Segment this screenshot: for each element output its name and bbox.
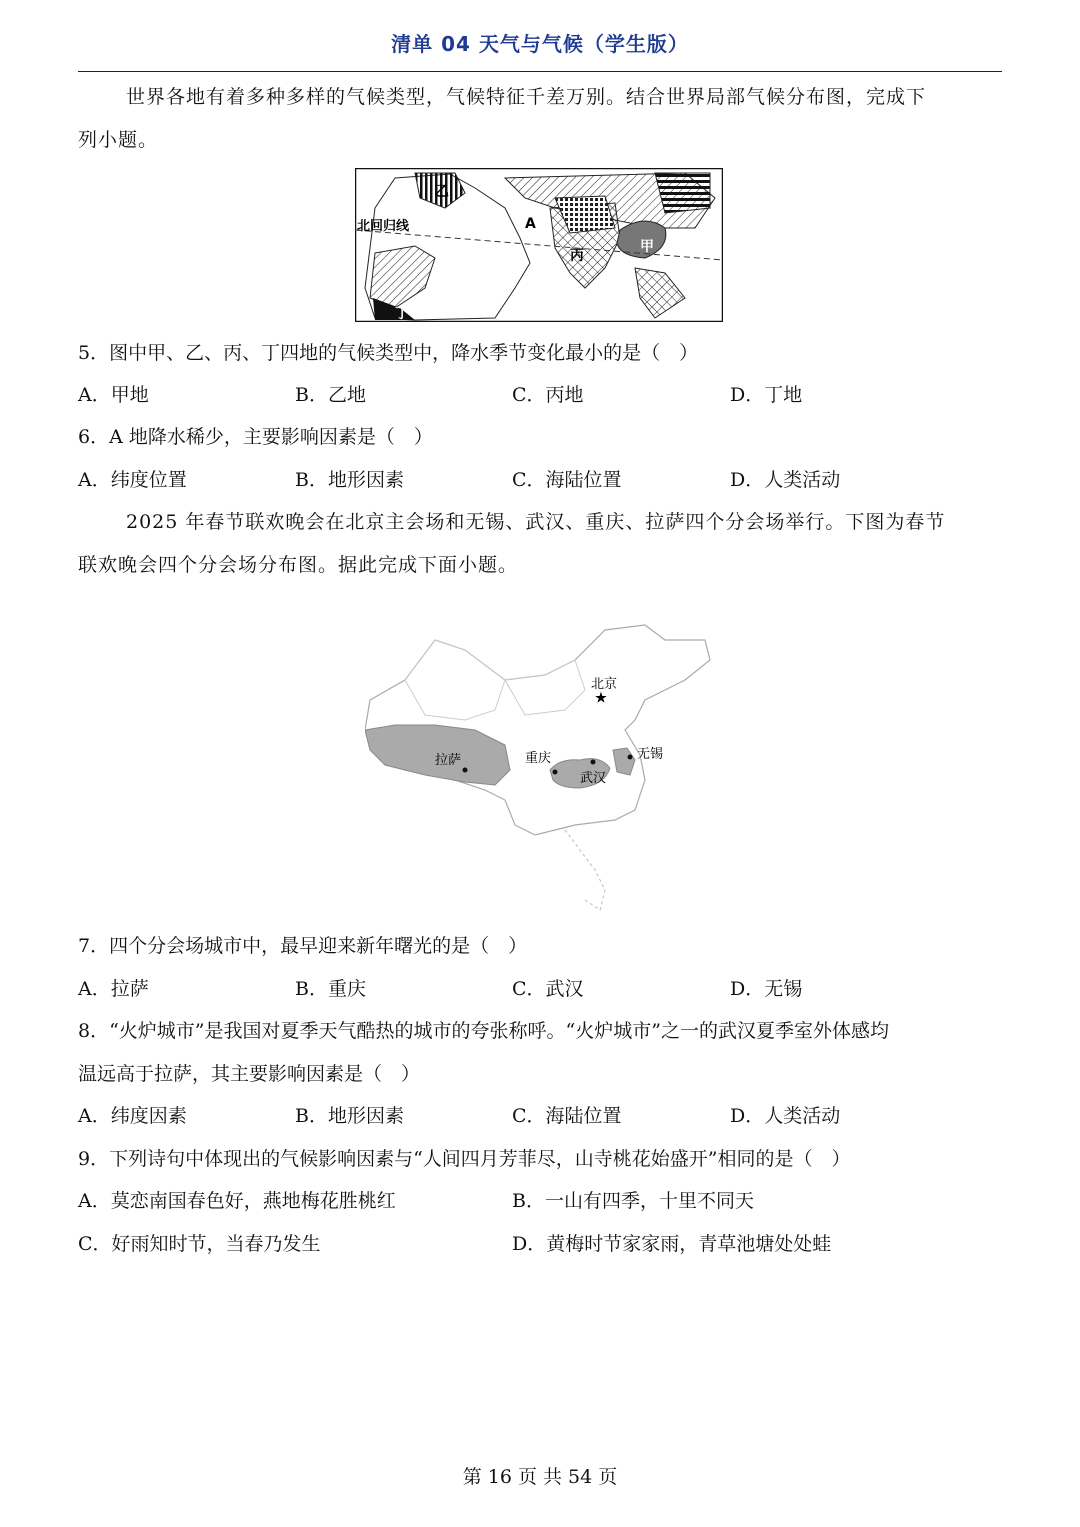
intro-2-line-2: 联欢晚会四个分会场分布图。据此完成下面小题。 bbox=[78, 554, 519, 576]
q6-option-c: C．海陆位置 bbox=[512, 469, 622, 491]
question-7: 7．四个分会场城市中，最早迎来新年曙光的是（ ） bbox=[78, 935, 528, 957]
question-6-options bbox=[78, 466, 1002, 494]
q6-option-b: B．地形因素 bbox=[295, 469, 404, 491]
q7-option-b: B．重庆 bbox=[295, 978, 366, 1000]
question-9-options-row-2 bbox=[78, 1230, 1002, 1258]
q7-option-a: A．拉萨 bbox=[78, 978, 149, 1000]
question-5: 5．图中甲、乙、丙、丁四地的气候类型中，降水季节变化最小的是（ ） bbox=[78, 342, 699, 364]
q8-option-d: D．人类活动 bbox=[730, 1105, 841, 1127]
intro-1-line-1: 世界各地有着多种多样的气候类型，气候特征千差万别。结合世界局部气候分布图，完成下 bbox=[126, 86, 927, 108]
question-5-options bbox=[78, 381, 1002, 409]
city-wuhan: 武汉 bbox=[580, 771, 607, 786]
city-wuxi: 无锡 bbox=[637, 747, 664, 762]
q5-option-b: B．乙地 bbox=[295, 384, 366, 406]
q6-option-a: A．纬度位置 bbox=[78, 469, 187, 491]
q5-option-a: A．甲地 bbox=[78, 384, 149, 406]
q7-option-d: D．无锡 bbox=[730, 978, 803, 1000]
tropic-label: 北回归线 bbox=[357, 219, 410, 234]
q5-option-c: C．丙地 bbox=[512, 384, 584, 406]
header-divider bbox=[78, 71, 1002, 72]
page-footer: 第 16 页 共 54 页 bbox=[462, 1466, 618, 1488]
intro-2-line-1: 2025 年春节联欢晚会在北京主会场和无锡、武汉、重庆、拉萨四个分会场举行。下图为春节 bbox=[126, 511, 946, 533]
question-9: 9．下列诗句中体现出的气候影响因素与“人间四月芳菲尽，山寺桃花始盛开”相同的是（ ） bbox=[78, 1148, 851, 1170]
china-venue-map bbox=[365, 620, 715, 920]
intro-1-line-2: 列小题。 bbox=[78, 129, 159, 151]
intro-paragraph-1 bbox=[78, 76, 1002, 162]
q5-option-d: D．丁地 bbox=[730, 384, 803, 406]
label-a: A bbox=[525, 216, 536, 232]
question-8-line-2: 温远高于拉萨，其主要影响因素是（ ） bbox=[78, 1063, 421, 1085]
q9-option-b: B．一山有四季，十里不同天 bbox=[512, 1190, 754, 1212]
question-8-options bbox=[78, 1102, 1002, 1130]
q7-option-c: C．武汉 bbox=[512, 978, 584, 1000]
q9-option-c: C．好雨知时节，当春乃发生 bbox=[78, 1233, 321, 1255]
question-9-options-row-1 bbox=[78, 1187, 1002, 1215]
q8-option-b: B．地形因素 bbox=[295, 1105, 404, 1127]
question-7-options bbox=[78, 975, 1002, 1003]
city-lasa: 拉萨 bbox=[435, 753, 462, 768]
question-8-line-1: 8．“火炉城市”是我国对夏季天气酷热的城市的夸张称呼。“火炉城市”之一的武汉夏季室外体感均 bbox=[78, 1020, 889, 1042]
intro-paragraph-2 bbox=[78, 501, 1002, 587]
city-beijing: 北京 bbox=[591, 677, 618, 692]
question-6: 6．A 地降水稀少，主要影响因素是（ ） bbox=[78, 426, 433, 448]
label-bing: 丙 bbox=[570, 248, 584, 264]
q9-option-d: D．黄梅时节家家雨，青草池塘处处蛙 bbox=[512, 1233, 832, 1255]
world-climate-map bbox=[355, 168, 723, 322]
svg-text:★: ★ bbox=[595, 691, 607, 706]
q8-option-c: C．海陆位置 bbox=[512, 1105, 622, 1127]
label-jia: 甲 bbox=[640, 239, 654, 255]
q9-option-a: A．莫恋南国春色好，燕地梅花胜桃红 bbox=[78, 1190, 396, 1212]
label-yi: 乙 bbox=[435, 184, 449, 200]
q6-option-d: D．人类活动 bbox=[730, 469, 841, 491]
q8-option-a: A．纬度因素 bbox=[78, 1105, 187, 1127]
label-ding: 丁 bbox=[395, 306, 409, 322]
city-chongqing: 重庆 bbox=[525, 751, 552, 766]
page-header-title: 清单 04 天气与气候（学生版） bbox=[391, 32, 689, 56]
